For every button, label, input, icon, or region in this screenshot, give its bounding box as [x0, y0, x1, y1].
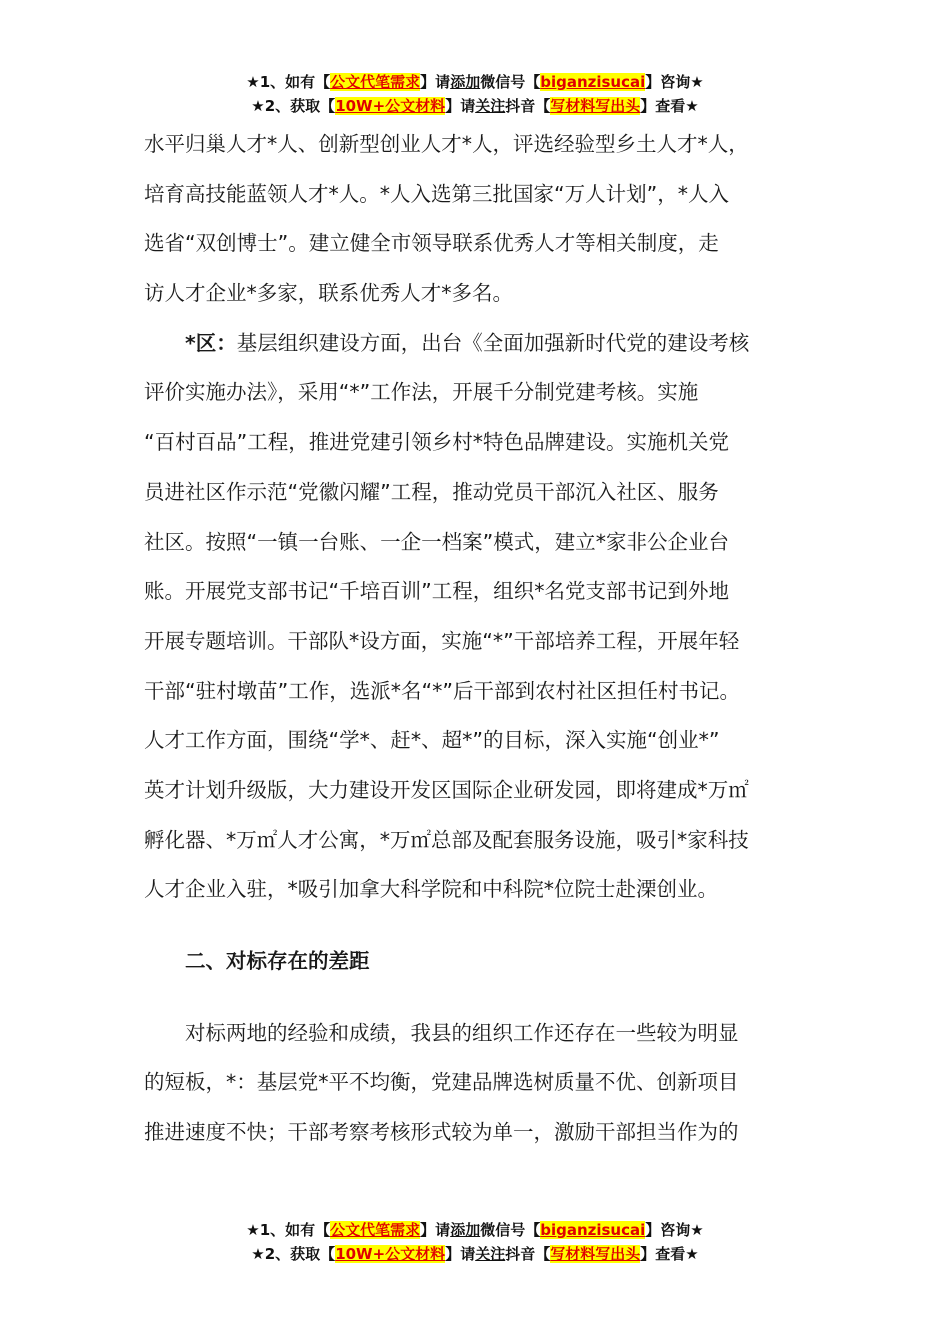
promo-line-2 [0, 1242, 950, 1266]
body-line: 英才计划升级版，大力建设开发区国际企业研发园，即将建成*万㎡ [144, 777, 749, 802]
promo-text: ★2、获取【 [251, 97, 336, 115]
district-label: *区： [185, 330, 237, 355]
document-body [144, 128, 820, 1166]
body-line: 评价实施办法》，采用“*”工作法，开展千分制党建考核。实施 [144, 380, 699, 405]
promo-text: 】请 [420, 73, 451, 91]
body-line: 干部“驻村墩苗”工作，选派*名“*”后干部到农村社区担任村书记。 [144, 678, 740, 703]
body-line: 账。开展党支部书记“千培百训”工程，组织*名党支部书记到外地 [144, 579, 729, 604]
promo-highlight: 10W+公文材料 [335, 97, 446, 115]
body-line: 培育高技能蓝领人才*人。*人入选第三批国家“万人计划”，*人入 [144, 181, 729, 206]
body-line: 水平归巢人才*人、创新型创业人才*人，评选经验型乡土人才*人， [144, 132, 749, 156]
douyin-id-highlight: 写材料写出头 [550, 1245, 641, 1263]
promo-underline: 关注 [475, 1245, 506, 1263]
promo-line-1 [0, 1218, 950, 1242]
promo-highlight: 10W+公文材料 [335, 1245, 446, 1263]
body-line: 的短板，*：基层党*平不均衡，党建品牌选树质量不优、创新项目 [144, 1070, 739, 1095]
promo-text: ★1、如有【 [246, 1221, 331, 1239]
promo-highlight: 公文代笔需求 [330, 73, 421, 91]
body-line: 推进速度不快；干部考察考核形式较为单一，激励干部担当作为的 [144, 1120, 739, 1145]
promo-text: 抖音【 [505, 1245, 551, 1263]
promo-text: 】请 [445, 97, 476, 115]
promo-text: 】咨询★ [645, 73, 704, 91]
body-line: 员进社区作示范“党徽闪耀”工程，推动党员干部沉入社区、服务 [144, 479, 719, 504]
body-line: “百村百品”工程，推进党建引领乡村*特色品牌建设。实施机关党 [144, 430, 729, 455]
body-line: 开展专题培训。干部队*设方面，实施“*”干部培养工程，开展年轻 [144, 628, 740, 653]
body-line [144, 327, 820, 377]
promo-text: 】请 [445, 1245, 476, 1263]
promo-text: 抖音【 [505, 97, 551, 115]
promo-line-2 [0, 94, 950, 118]
body-line: 对标两地的经验和成绩，我县的组织工作还存在一些较为明显 [185, 1020, 739, 1045]
section-gap [144, 995, 820, 1017]
promo-text: ★2、获取【 [251, 1245, 336, 1263]
body-line: 选省“双创博士”。建立健全市领导联系优秀人才等相关制度，走 [144, 231, 719, 256]
promo-banner-bottom [0, 1218, 950, 1266]
section-gap [144, 923, 820, 945]
promo-text: 微信号【 [480, 1221, 541, 1239]
body-line: 社区。按照“一镇一台账、一企一档案”模式，建立*家非公企业台 [144, 529, 729, 554]
promo-text: 】请 [420, 1221, 451, 1239]
promo-text: ★1、如有【 [246, 73, 331, 91]
promo-underline: 添加 [450, 73, 481, 91]
promo-banner-top [0, 70, 950, 118]
promo-highlight: 公文代笔需求 [330, 1221, 421, 1239]
section-heading: 二、对标存在的差距 [185, 949, 370, 973]
promo-text: 微信号【 [480, 73, 541, 91]
douyin-id-highlight: 写材料写出头 [550, 97, 641, 115]
body-line: 访人才企业*多家，联系优秀人才*多名。 [144, 281, 513, 306]
body-line: 人才工作方面，围绕“学*、赶*、超*”的目标，深入实施“创业*” [144, 728, 720, 753]
promo-text: 】查看★ [640, 97, 699, 115]
promo-underline: 关注 [475, 97, 506, 115]
promo-line-1 [0, 70, 950, 94]
wechat-id-highlight: biganzisucai [540, 73, 646, 91]
promo-text: 】咨询★ [645, 1221, 704, 1239]
body-line: 孵化器、*万㎡人才公寓，*万㎡总部及配套服务设施，吸引*家科技 [144, 827, 749, 852]
body-text: 基层组织建设方面，出台《全面加强新时代党的建设考核 [236, 330, 750, 355]
wechat-id-highlight: biganzisucai [540, 1221, 646, 1239]
promo-underline: 添加 [450, 1221, 481, 1239]
body-line: 人才企业入驻，*吸引加拿大科学院和中科院*位院士赴溧创业。 [144, 877, 718, 902]
promo-text: 】查看★ [640, 1245, 699, 1263]
